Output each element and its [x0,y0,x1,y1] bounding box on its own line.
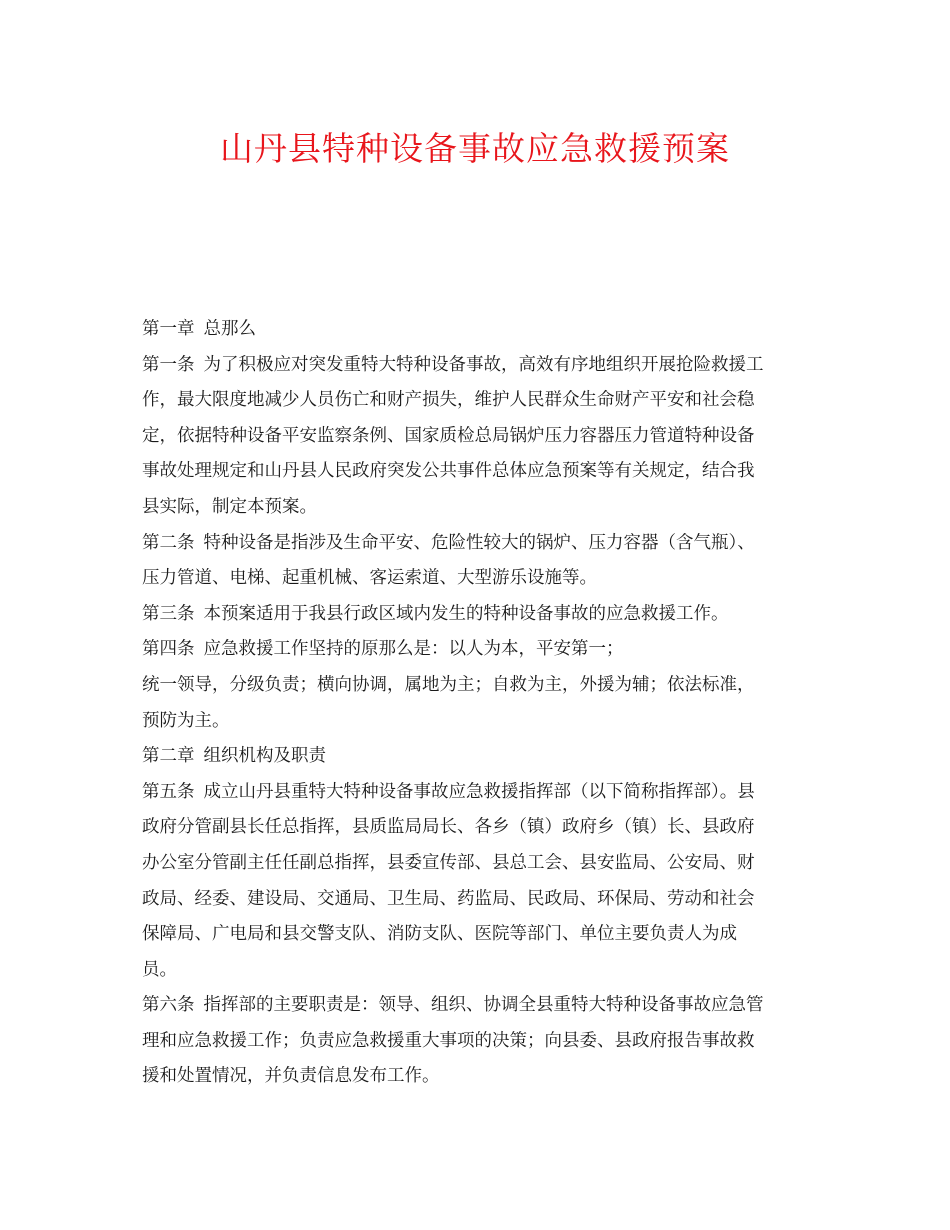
line-text: 定，依据特种设备平安监察条例、国家质检总局锅炉压力容器压力管道特种设备 [142,425,755,446]
line-text: 预防为主。 [142,710,230,731]
article-line [142,526,807,562]
line-text: 为了积极应对突发重特大特种设备事故，高效有序地组织开展抢险救援工 [203,354,764,375]
article-label: 第二条 [142,532,195,553]
line-text: 特种设备是指涉及生命平安、危险性较大的锅炉、压力容器（含气瓶）、 [203,532,755,553]
continuation-line [142,419,807,455]
line-text: 压力管道、电梯、起重机械、客运索道、大型游乐设施等。 [142,568,597,589]
line-text: 政局、经委、建设局、交通局、卫生局、药监局、民政局、环保局、劳动和社会 [142,888,755,909]
article-label: 第四条 [142,639,195,660]
article-line [142,775,807,811]
continuation-line [142,846,807,882]
continuation-line [142,668,807,704]
line-text: 事故处理规定和山丹县人民政府突发公共事件总体应急预案等有关规定，结合我 [142,461,755,482]
continuation-line [142,1024,807,1060]
line-text: 本预案适用于我县行政区域内发生的特种设备事故的应急救援工作。 [203,603,729,624]
article-label: 第六条 [142,995,195,1016]
article-label: 第五条 [142,781,195,802]
line-text: 总那么 [203,319,256,339]
line-text: 统一领导，分级负责；横向协调，属地为主；自救为主，外援为辅；依法标准， [142,674,755,695]
continuation-line [142,561,807,597]
line-text: 作，最大限度地减少人员伤亡和财产损失，维护人民群众生命财产平安和社会稳 [142,390,755,411]
article-line [142,348,807,384]
article-label: 第三条 [142,603,195,624]
article-line [142,739,807,775]
article-label: 第二章 [142,746,195,767]
continuation-line [142,454,807,490]
line-text: 政府分管副县长任总指挥，县质监局局长、各乡（镇）政府乡（镇）长、县政府 [142,817,755,838]
continuation-line [142,953,807,989]
continuation-line [142,882,807,918]
line-text: 组织机构及职责 [203,746,326,767]
continuation-line [142,1059,807,1095]
continuation-line [142,704,807,740]
article-label: 第一条 [142,354,195,375]
line-text: 指挥部的主要职责是：领导、组织、协调全县重特大特种设备事故应急管 [203,995,764,1016]
document-body [142,312,807,1095]
continuation-line [142,917,807,953]
document-title: 山丹县特种设备事故应急救援预案 [220,129,730,168]
line-text: 成立山丹县重特大特种设备事故应急救援指挥部（以下简称指挥部）。县 [203,781,755,802]
article-line [142,632,807,668]
line-text: 保障局、广电局和县交警支队、消防支队、医院等部门、单位主要负责人为成 [142,924,737,945]
article-label: 第一章 [142,319,195,339]
article-line [142,988,807,1024]
line-text: 办公室分管副主任任副总指挥，县委宣传部、县总工会、县安监局、公安局、财 [142,852,755,873]
continuation-line [142,810,807,846]
line-text: 理和应急救援工作；负责应急救援重大事项的决策；向县委、县政府报告事故救 [142,1030,755,1051]
line-text: 员。 [142,959,177,980]
line-text: 县实际，制定本预案。 [142,496,317,517]
line-text: 援和处置情况，并负责信息发布工作。 [142,1066,440,1087]
continuation-line [142,383,807,419]
line-text: 应急救援工作坚持的原那么是：以人为本，平安第一； [203,639,624,660]
article-line [142,312,807,348]
article-line [142,597,807,633]
continuation-line [142,490,807,526]
